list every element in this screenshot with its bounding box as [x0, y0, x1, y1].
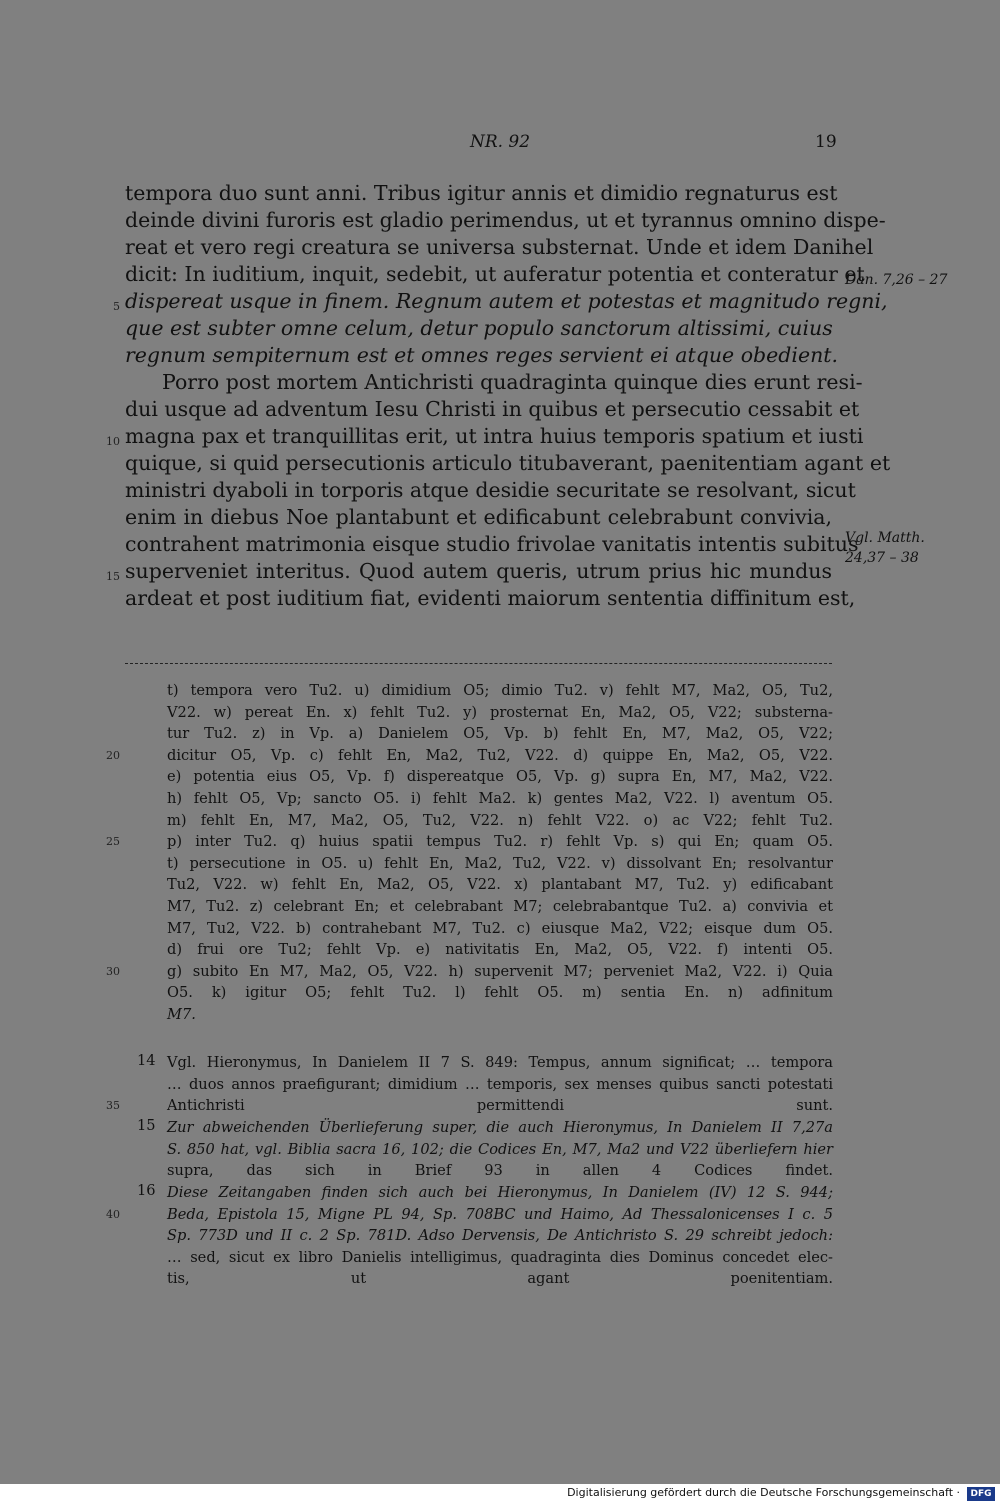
apparatus-divider	[125, 663, 832, 664]
footnote-line: Sp. 773D und II c. 2 Sp. 781D. Adso Dervensis, De Antichristo S. 29 schreibt jedoch:	[167, 1227, 833, 1245]
apparatus-line: M7, Tu2. z) celebrant En; et celebrabant M7; celebrabantque Tu2. a) convivia et	[167, 898, 833, 915]
line-number: 25	[106, 835, 120, 848]
line-number: 15	[106, 570, 120, 583]
footnote-number: 15	[137, 1117, 156, 1134]
apparatus-line: M7, Tu2, V22. b) contrahebant M7, Tu2. c) eiusque Ma2, V22; eisque dum O5.	[167, 919, 833, 937]
apparatus-line: dicitur O5, Vp. c) fehlt En, Ma2, Tu2, V22. d) quippe En, Ma2, O5, V22.	[167, 746, 833, 764]
footnote-line: S. 850 hat, vgl. Biblia sacra 16, 102; die Codices En, M7, Ma2 und V22 überliefern hier	[167, 1140, 833, 1158]
apparatus-line: m) fehlt En, M7, Ma2, O5, Tu2, V22. n) fehlt V22. o) ac V22; fehlt Tu2.	[167, 811, 833, 829]
running-title: NR. 92	[469, 132, 531, 152]
apparatus-line: d) frui ore Tu2; fehlt Vp. e) nativitatis En, Ma2, O5, V22. f) intenti O5.	[167, 941, 833, 959]
footnote-number: 16	[137, 1182, 156, 1199]
line-number: 30	[106, 965, 120, 978]
apparatus-line: tur Tu2. z) in Vp. a) Danielem O5, Vp. b) fehlt En, M7, Ma2, O5, V22;	[167, 725, 833, 743]
footnote-number: 14	[137, 1052, 156, 1069]
footnote-line: … duos annos praefigurant; dimidium … temporis, sex menses quibus sancti potestati	[167, 1075, 833, 1093]
apparatus-line: e) potentia eius O5, Vp. f) dispereatque O5, Vp. g) supra En, M7, Ma2, V22.	[167, 768, 833, 786]
text-line: contrahent matrimonia eisque studio frivolae vanitatis intentis subitus	[125, 532, 859, 556]
line-number: 10	[106, 435, 120, 448]
footer-bar	[0, 1484, 1000, 1504]
apparatus-line: t) persecutione in O5. u) fehlt En, Ma2, Tu2, V22. v) dissolvant En; resolvantur	[167, 854, 833, 872]
line-number: 35	[106, 1099, 120, 1112]
margin-note: Vgl. Matth.	[845, 530, 925, 546]
text-line: ministri dyaboli in torporis atque desidie securitate se resolvant, sicut	[125, 478, 856, 502]
footnote-line: … sed, sicut ex libro Danielis intelligimus, quadraginta dies Dominus concedet elec-	[167, 1248, 833, 1266]
text-line: tempora duo sunt anni. Tribus igitur annis et dimidio regnaturus est	[125, 181, 838, 205]
apparatus-line: O5. k) igitur O5; fehlt Tu2. l) fehlt O5. m) sentia En. n) adfinitum	[167, 984, 833, 1002]
apparatus-line: g) subito En M7, Ma2, O5, V22. h) supervenit M7; perveniet Ma2, V22. i) Quia	[167, 962, 833, 980]
line-number: 20	[106, 749, 120, 762]
footnote-line: Diese Zeitangaben finden sich auch bei Hieronymus, In Danielem (IV) 12 S. 944;	[167, 1184, 833, 1201]
text-line: dispereat usque in finem. Regnum autem et potestas et magnitudo regni,	[125, 289, 888, 313]
text-line: magna pax et tranquillitas erit, ut intra huius temporis spatium et iusti	[125, 424, 864, 448]
footnote-line: tis, ut agant poenitentiam.	[167, 1270, 833, 1288]
text-line: reat et vero regi creatura se universa substernat. Unde et idem Danihel	[125, 235, 874, 259]
text-line: Porro post mortem Antichristi quadraginta quinque dies erunt resi-	[162, 370, 863, 394]
text-line: enim in diebus Noe plantabunt et edificabunt celebrabunt convivia,	[125, 505, 832, 529]
footnote-line: Zur abweichenden Überlieferung super, die auch Hieronymus, In Danielem II 7,27a	[167, 1119, 833, 1136]
text-line: ardeat et post iuditium fiat, evidenti maiorum sententia diffinitum est,	[125, 586, 856, 610]
footnote-line: supra, das sich in Brief 93 in allen 4 Codices findet.	[167, 1162, 833, 1180]
apparatus-line: M7.	[167, 1006, 196, 1023]
footnote-line: Antichristi permittendi sunt.	[167, 1097, 833, 1115]
margin-note: Dan. 7,26 – 27	[845, 272, 948, 288]
dfg-logo: DFG	[967, 1487, 995, 1501]
text-line: quique, si quid persecutionis articulo titubaverant, paenitentiam agant et	[125, 451, 891, 475]
apparatus-line: V22. w) pereat En. x) fehlt Tu2. y) prosternat En, Ma2, O5, V22; substerna-	[167, 703, 833, 721]
apparatus-line: Tu2, V22. w) fehlt En, Ma2, O5, V22. x) plantabant M7, Tu2. y) edificabant	[167, 876, 833, 894]
margin-note: 24,37 – 38	[845, 550, 919, 566]
page-number: 19	[815, 132, 837, 152]
apparatus-line: t) tempora vero Tu2. u) dimidium O5; dimio Tu2. v) fehlt M7, Ma2, O5, Tu2,	[167, 682, 833, 699]
text-line: que est subter omne celum, detur populo sanctorum altissimi, cuius	[125, 316, 833, 340]
text-line: deinde divini furoris est gladio perimendus, ut et tyrannus omnino dispe-	[125, 208, 886, 232]
apparatus-line: p) inter Tu2. q) huius spatii tempus Tu2. r) fehlt Vp. s) qui En; quam O5.	[167, 833, 833, 851]
text-line: superveniet interitus. Quod autem queris, utrum prius hic mundus	[125, 559, 832, 583]
text-line: dicit: In iuditium, inquit, sedebit, ut auferatur potentia et conteratur et	[125, 262, 865, 286]
text-line: dui usque ad adventum Iesu Christi in quibus et persecutio cessabit et	[125, 397, 860, 421]
funding-credit: Digitalisierung gefördert durch die Deutsche Forschungsgemeinschaft ·	[567, 1486, 960, 1499]
line-number: 5	[113, 300, 120, 313]
line-number: 40	[106, 1208, 120, 1221]
text-line: regnum sempiternum est et omnes reges servient ei atque obedient.	[125, 343, 839, 367]
footnote-line: Beda, Epistola 15, Migne PL 94, Sp. 708BC und Haimo, Ad Thessalonicenses I c. 5	[167, 1205, 833, 1223]
footnote-line: Vgl. Hieronymus, In Danielem II 7 S. 849: Tempus, annum significat; … tempora	[167, 1054, 833, 1071]
apparatus-line: h) fehlt O5, Vp; sancto O5. i) fehlt Ma2. k) gentes Ma2, V22. l) aventum O5.	[167, 790, 833, 807]
